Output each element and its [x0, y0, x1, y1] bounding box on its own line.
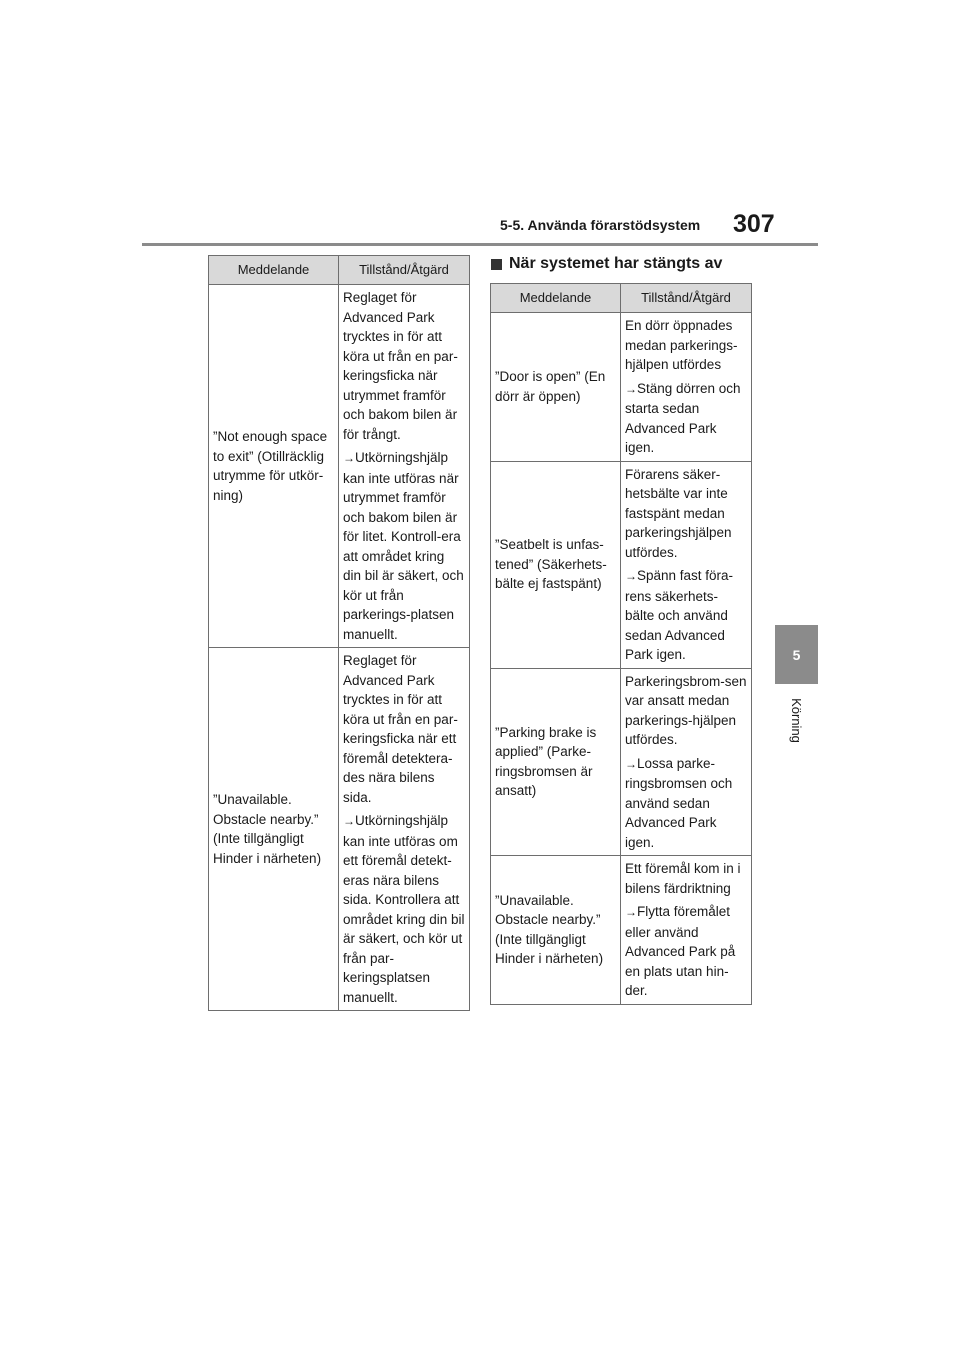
action-text: Utkörningshjälp kan inte utföras om ett föremål detekt-eras nära bilens sida. Kontrollera att området kring din bil är säkert, och kör ut från par-keringsplatsen manuellt. [343, 813, 465, 1005]
chapter-tab-number [775, 625, 818, 684]
left-message-table [208, 255, 470, 1011]
condition-text: En dörr öppnades medan parkerings-hjälpen utfördes [625, 318, 738, 372]
section-title-text: När systemet har stängts av [509, 255, 723, 272]
arrow-icon: → [625, 381, 637, 396]
condition-action-cell [621, 461, 752, 668]
condition-action-cell [621, 313, 752, 462]
condition-text: Parkeringsbrom-sen var ansatt medan parkerings-hjälpen utfördes. [625, 673, 747, 747]
column-header-message: Meddelande [491, 284, 621, 313]
condition-action-cell [621, 668, 752, 856]
action-text: Spänn fast föra-rens säkerhets-bälte och använd sedan Advanced Park igen. [625, 568, 734, 662]
section-title [491, 255, 722, 273]
column-header-condition: Tillstånd/Åtgärd [621, 284, 752, 313]
condition-action-cell [339, 285, 470, 648]
arrow-icon: → [625, 756, 637, 771]
table-row [491, 856, 752, 1005]
arrow-icon: → [343, 451, 355, 465]
message-cell: ”Door is open” (En dörr är öppen) [491, 313, 621, 462]
action-paragraph [343, 448, 465, 644]
chapter-tab-label [775, 690, 818, 750]
action-paragraph [625, 902, 747, 1001]
arrow-icon: → [625, 569, 637, 583]
square-bullet-icon [491, 259, 502, 270]
column-header-message: Meddelande [209, 256, 339, 285]
condition-action-cell [621, 856, 752, 1005]
column-header-condition: Tillstånd/Åtgärd [339, 256, 470, 285]
chapter-label: Körning [789, 697, 804, 743]
section-breadcrumb: 5-5. Använda förarstödsystem [500, 217, 701, 233]
arrow-icon: → [625, 905, 637, 919]
action-text: Utkörningshjälp kan inte utföras när utrymmet framför och bakom bilen är för litet. Kontroll-era att området kring din bil är säkert, och kör ut från parkerings-platsen manuellt. [343, 450, 464, 642]
message-cell: ”Unavailable. Obstacle nearby.” (Inte tillgängligt Hinder i närheten) [491, 856, 621, 1005]
action-paragraph [625, 566, 747, 665]
table-header-row [209, 256, 470, 285]
table-row [209, 648, 470, 1011]
message-cell: ”Unavailable. Obstacle nearby.” (Inte tillgängligt Hinder i närheten) [209, 648, 339, 1011]
condition-action-cell [339, 648, 470, 1011]
header-divider [142, 243, 818, 246]
message-cell: ”Not enough space to exit” (Otillräcklig utrymme för utkör-ning) [209, 285, 339, 648]
table-row [209, 285, 470, 648]
action-text: Stäng dörren och starta sedan Advanced Park igen. [625, 380, 741, 455]
condition-text: Reglaget för Advanced Park trycktes in för att köra ut från en par-keringsficka när utrymmet framför och bakom bilen är för trångt. [343, 290, 458, 442]
condition-text: Ett föremål kom in i bilens färdriktning [625, 861, 741, 896]
action-paragraph [625, 754, 747, 853]
action-text: Flytta föremålet eller använd Advanced Park på en plats utan hin-der. [625, 904, 736, 998]
message-cell: ”Seatbelt is unfas-tened” (Säkerhets-bälte ej fastspänt) [491, 461, 621, 668]
right-message-table [490, 283, 752, 1005]
table-header-row [491, 284, 752, 313]
action-paragraph [625, 379, 747, 458]
chapter-number: 5 [792, 646, 801, 663]
page-number: 307 [733, 210, 775, 238]
table-row [491, 313, 752, 462]
table-row [491, 461, 752, 668]
action-text: Lossa parke-ringsbromsen och använd sedan Advanced Park igen. [625, 755, 733, 850]
action-paragraph [343, 811, 465, 1007]
condition-text: Reglaget för Advanced Park trycktes in för att köra ut från en par-keringsficka när ett föremål detektera-des nära bilens sida. [343, 653, 458, 805]
message-cell: ”Parking brake is applied” (Parke-ringsbromsen är ansatt) [491, 668, 621, 856]
table-row [491, 668, 752, 856]
condition-text: Förarens säker-hetsbälte var inte fastspänt medan parkeringshjälpen utfördes. [625, 466, 732, 560]
arrow-icon: → [343, 814, 355, 828]
